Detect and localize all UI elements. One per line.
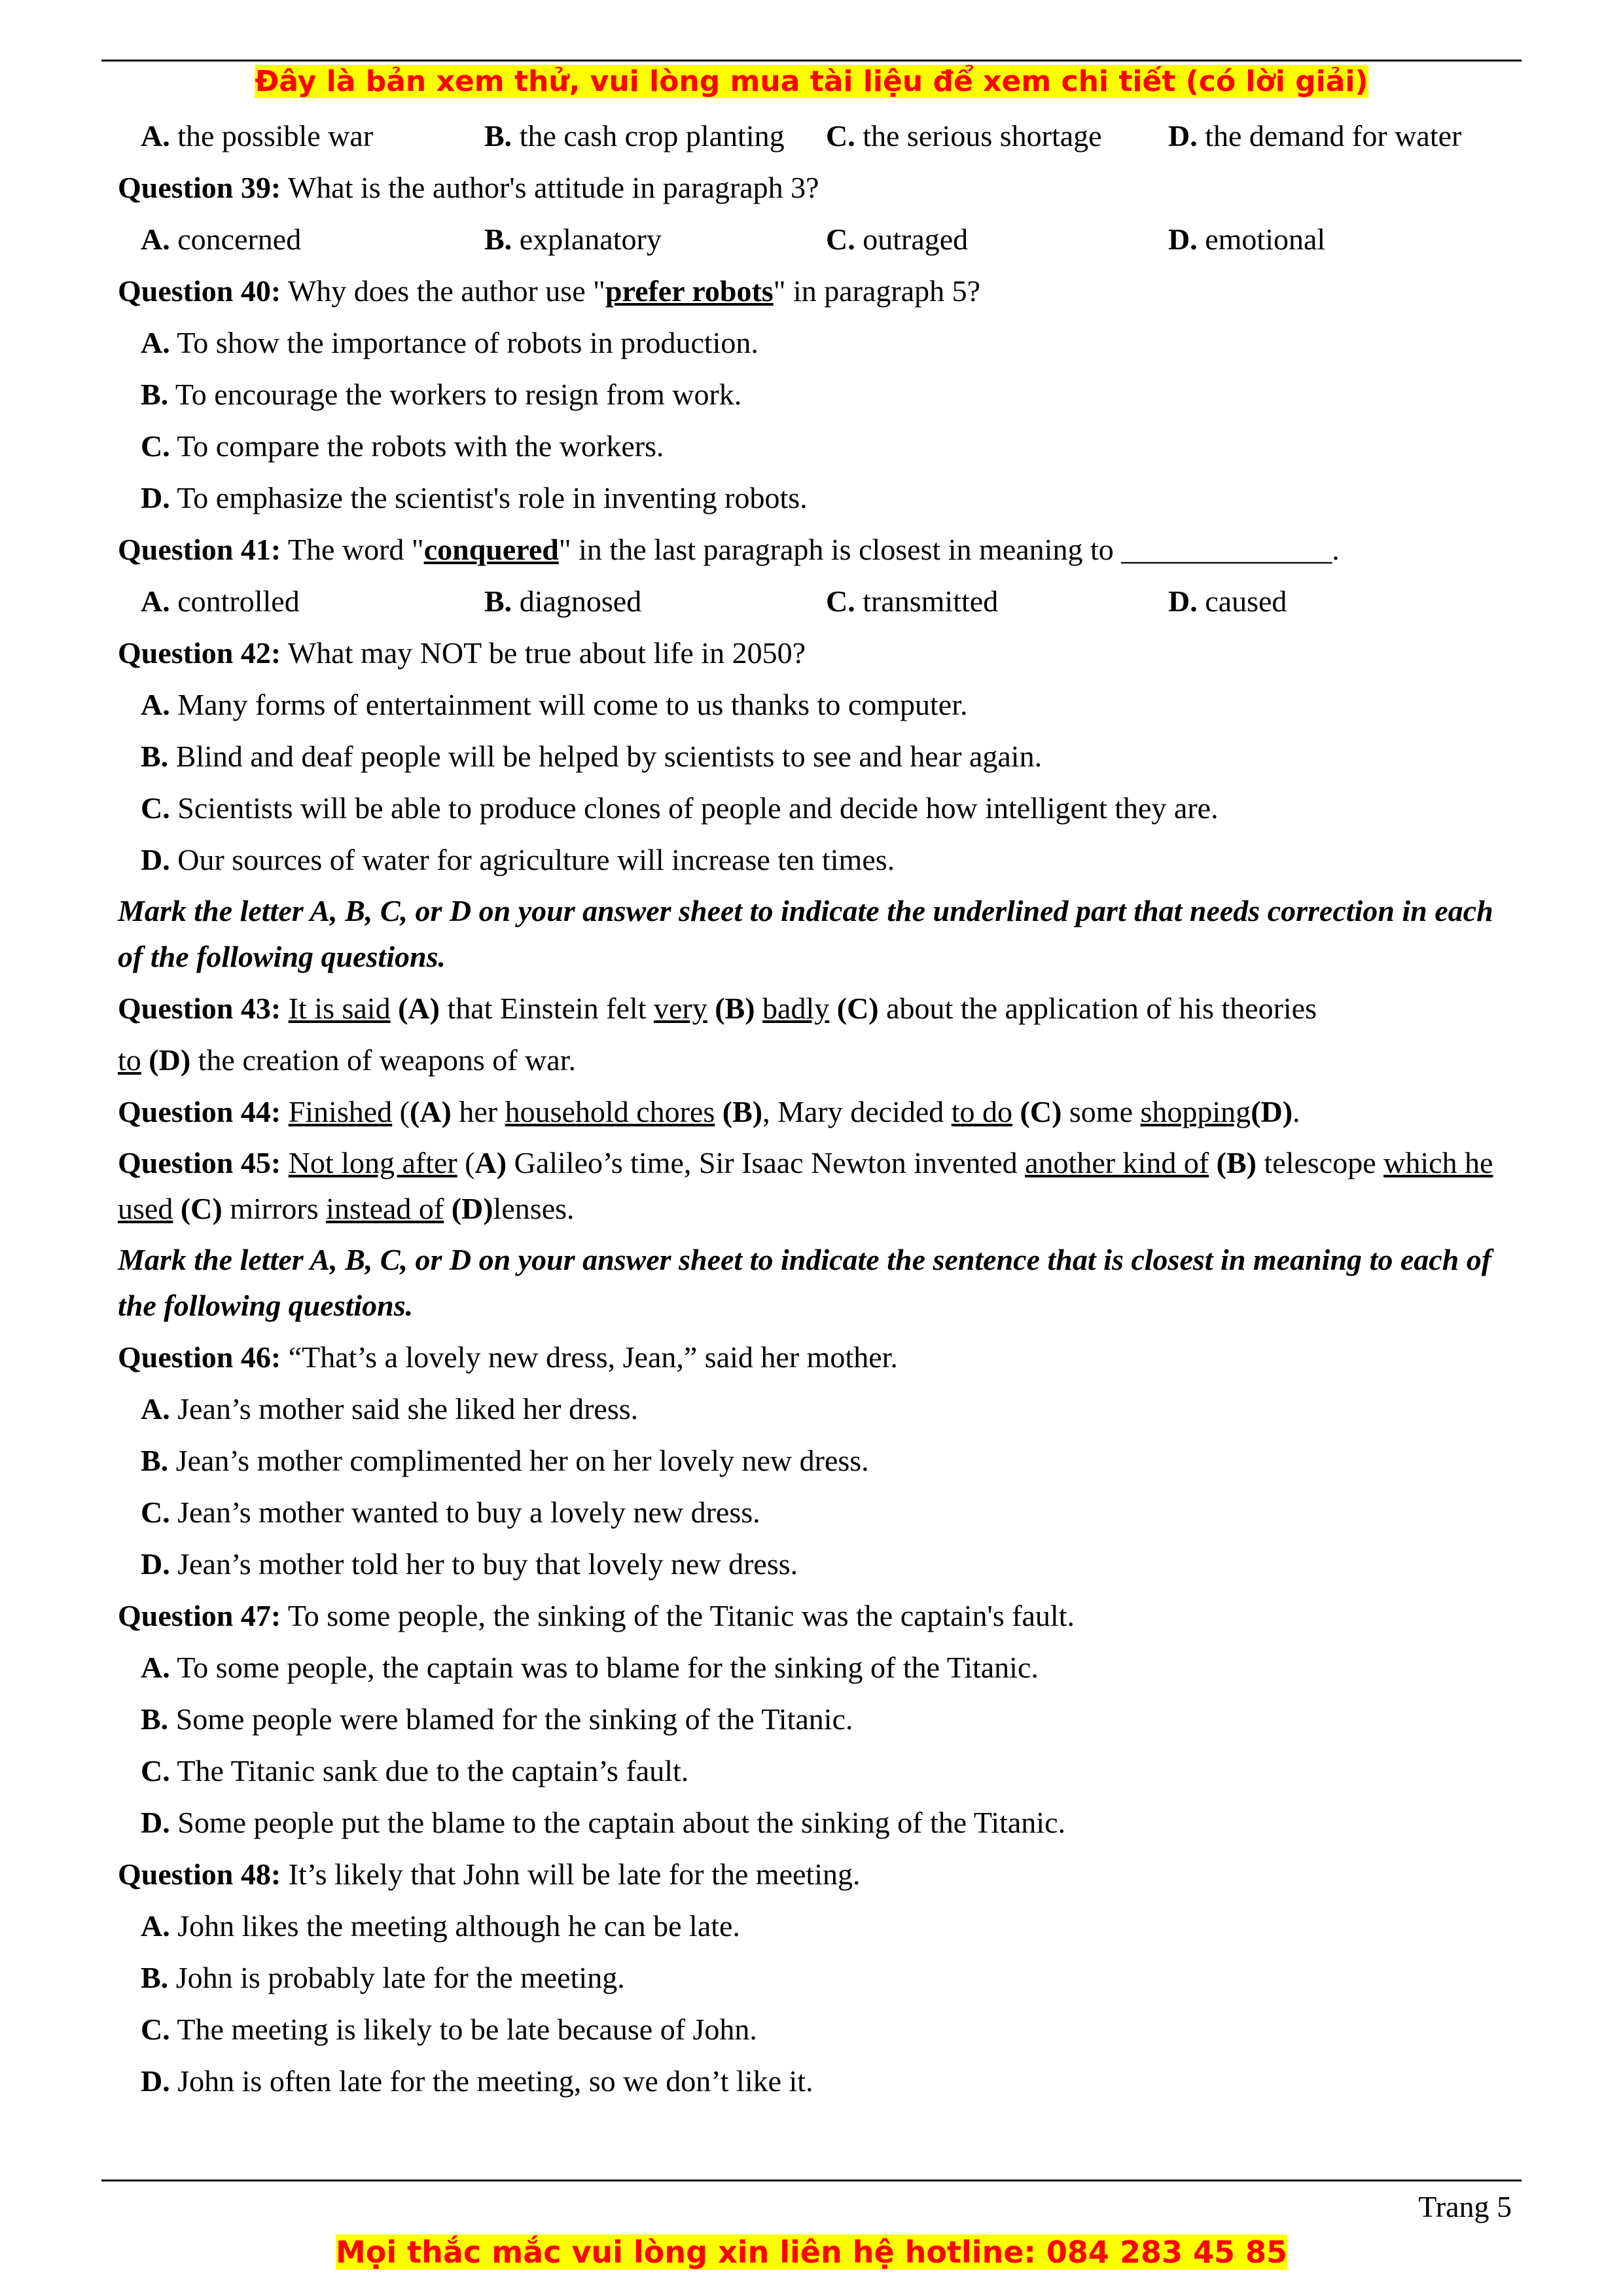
q40-option-d: D. To emphasize the scientist's role in inventing robots. bbox=[141, 481, 808, 514]
q42-option-b: B. Blind and deaf people will be helped by scientists to see and hear again. bbox=[141, 740, 1043, 773]
q39-stem: Question 39: What is the author's attitude in paragraph 3? bbox=[118, 171, 819, 204]
q42-option-c: C. Scientists will be able to produce clones of people and decide how intelligent they are. bbox=[141, 791, 1219, 825]
q40-option-b: B. To encourage the workers to resign from work. bbox=[141, 378, 742, 411]
q48-option-d: D. John is often late for the meeting, so we don’t like it. bbox=[141, 2064, 813, 2098]
q45-stem: Question 45: Not long after (A) Galileo’s time, Sir Isaac Newton invented another kind of (B) telescope which he used (C) mirrors instead of (D)lenses. bbox=[118, 1146, 1493, 1225]
q47-option-a: A. To some people, the captain was to blame for the sinking of the Titanic. bbox=[141, 1651, 1039, 1684]
q46-stem: Question 46: “That’s a lovely new dress, Jean,” said her mother. bbox=[118, 1340, 898, 1374]
q39-options: A. concerned B. explanatory C. outraged D. emotional bbox=[141, 223, 1326, 256]
page-number: Trang 5 bbox=[1418, 2190, 1512, 2223]
q43-line-2: to (D) the creation of weapons of war. bbox=[118, 1043, 576, 1077]
header-banner: Đây là bản xem thử, vui lòng mua tài liệu để xem chi tiết (có lời giải) bbox=[255, 65, 1368, 98]
q48-option-b: B. John is probably late for the meeting. bbox=[141, 1961, 625, 1994]
q47-option-d: D. Some people put the blame to the captain about the sinking of the Titanic. bbox=[141, 1806, 1065, 1839]
q40-stem: Question 40: Why does the author use "prefer robots" in paragraph 5? bbox=[118, 274, 981, 308]
q46-option-d: D. Jean’s mother told her to buy that lovely new dress. bbox=[141, 1547, 798, 1581]
document-body bbox=[118, 110, 1518, 2107]
q46-option-a: A. Jean’s mother said she liked her dress. bbox=[141, 1392, 639, 1426]
q48-stem: Question 48: It’s likely that John will be late for the meeting. bbox=[118, 1857, 861, 1891]
q46-option-c: C. Jean’s mother wanted to buy a lovely new dress. bbox=[141, 1496, 760, 1529]
q41-options: A. controlled B. diagnosed C. transmitted D. caused bbox=[141, 584, 1287, 618]
q40-option-c: C. To compare the robots with the workers. bbox=[141, 429, 664, 463]
q42-option-d: D. Our sources of water for agriculture will increase ten times. bbox=[141, 843, 895, 876]
q47-stem: Question 47: To some people, the sinking of the Titanic was the captain's fault. bbox=[118, 1599, 1075, 1632]
footer-banner: Mọi thắc mắc vui lòng xin liên hệ hotline: 084 283 45 85 bbox=[335, 2234, 1288, 2270]
q44-stem: Question 44: Finished ((A) her household chores (B), Mary decided to do (C) some shopping(D). bbox=[118, 1095, 1300, 1128]
q48-option-a: A. John likes the meeting although he can be late. bbox=[141, 1909, 740, 1943]
instruction-closest-meaning: Mark the letter A, B, C, or D on your answer sheet to indicate the sentence that is closest in meaning to each of the following questions. bbox=[118, 1243, 1492, 1322]
q47-option-c: C. The Titanic sank due to the captain’s fault. bbox=[141, 1754, 689, 1787]
footer-rule bbox=[101, 2179, 1522, 2181]
q46-option-b: B. Jean’s mother complimented her on her lovely new dress. bbox=[141, 1444, 869, 1477]
q48-option-c: C. The meeting is likely to be late because of John. bbox=[141, 2013, 757, 2046]
q47-option-b: B. Some people were blamed for the sinking of the Titanic. bbox=[141, 1702, 853, 1736]
q40-option-a: A. To show the importance of robots in production. bbox=[141, 326, 758, 359]
q42-option-a: A. Many forms of entertainment will come to us thanks to computer. bbox=[141, 688, 968, 721]
q41-stem: Question 41: The word "conquered" in the last paragraph is closest in meaning to ______________. bbox=[118, 533, 1340, 566]
q42-stem: Question 42: What may NOT be true about life in 2050? bbox=[118, 636, 806, 670]
instruction-error-correction: Mark the letter A, B, C, or D on your answer sheet to indicate the underlined part that needs correction in each of the following questions. bbox=[118, 894, 1493, 973]
q43-line-1: Question 43: It is said (A) that Einstein felt very (B) badly (C) about the application of his theories bbox=[118, 992, 1317, 1025]
q38-options: A. the possible war B. the cash crop planting C. the serious shortage D. the demand for water bbox=[141, 119, 1462, 152]
